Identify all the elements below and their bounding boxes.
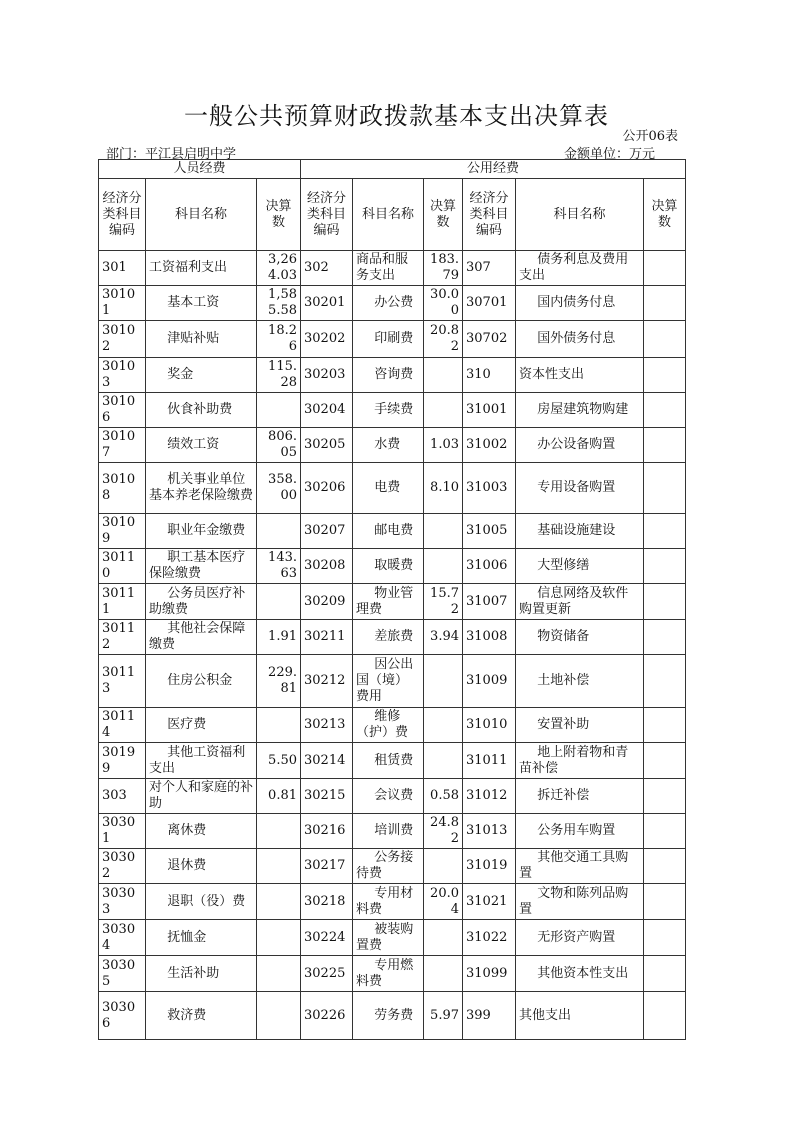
goods-code-cell: 30208 bbox=[301, 549, 353, 584]
goods-amount-cell: 24.82 bbox=[424, 814, 463, 849]
personnel-amount-cell bbox=[257, 992, 301, 1040]
goods-amount-cell: 20.82 bbox=[424, 321, 463, 358]
personnel-amount-cell: 358.00 bbox=[257, 463, 301, 514]
goods-name-cell: 印刷费 bbox=[353, 321, 424, 358]
goods-code-cell: 30226 bbox=[301, 992, 353, 1040]
capital-amount-cell bbox=[644, 920, 686, 956]
goods-name-cell: 因公出国（境）费用 bbox=[353, 655, 424, 708]
goods-amount-cell bbox=[424, 393, 463, 428]
page-title: 一般公共预算财政拨款基本支出决算表 bbox=[184, 102, 609, 130]
capital-code-cell: 31002 bbox=[463, 428, 516, 463]
capital-code-cell: 31099 bbox=[463, 956, 516, 992]
goods-amount-cell bbox=[424, 920, 463, 956]
column-header: 经济分类科目编码 bbox=[463, 179, 516, 251]
personnel-code-cell: 30112 bbox=[99, 620, 146, 655]
personnel-amount-cell: 143.63 bbox=[257, 549, 301, 584]
table-row bbox=[99, 620, 686, 655]
table-row bbox=[99, 655, 686, 708]
goods-name-cell: 专用燃料费 bbox=[353, 956, 424, 992]
goods-amount-cell bbox=[424, 514, 463, 549]
capital-amount-cell bbox=[644, 514, 686, 549]
goods-name-cell: 办公费 bbox=[353, 286, 424, 321]
capital-code-cell: 31009 bbox=[463, 655, 516, 708]
capital-name-cell: 大型修缮 bbox=[516, 549, 644, 584]
personnel-name-cell: 离休费 bbox=[146, 814, 257, 849]
capital-name-cell: 基础设施建设 bbox=[516, 514, 644, 549]
goods-code-cell: 30201 bbox=[301, 286, 353, 321]
goods-name-cell: 专用材料费 bbox=[353, 884, 424, 920]
personnel-name-cell: 职业年金缴费 bbox=[146, 514, 257, 549]
personnel-amount-cell bbox=[257, 956, 301, 992]
goods-code-cell: 302 bbox=[301, 251, 353, 286]
goods-code-cell: 30206 bbox=[301, 463, 353, 514]
capital-code-cell: 399 bbox=[463, 992, 516, 1040]
capital-code-cell: 310 bbox=[463, 358, 516, 393]
goods-amount-cell bbox=[424, 708, 463, 743]
capital-name-cell: 地上附着物和青苗补偿 bbox=[516, 743, 644, 779]
column-header: 科目名称 bbox=[146, 179, 257, 251]
goods-code-cell: 30205 bbox=[301, 428, 353, 463]
personnel-code-cell: 303 bbox=[99, 779, 146, 814]
capital-name-cell: 资本性支出 bbox=[516, 358, 644, 393]
personnel-amount-cell: 1,585.58 bbox=[257, 286, 301, 321]
capital-code-cell: 31021 bbox=[463, 884, 516, 920]
capital-amount-cell bbox=[644, 849, 686, 884]
capital-name-cell: 专用设备购置 bbox=[516, 463, 644, 514]
goods-name-cell: 咨询费 bbox=[353, 358, 424, 393]
personnel-code-cell: 30199 bbox=[99, 743, 146, 779]
personnel-name-cell: 退休费 bbox=[146, 849, 257, 884]
personnel-code-cell: 30304 bbox=[99, 920, 146, 956]
personnel-code-cell: 30111 bbox=[99, 584, 146, 620]
goods-amount-cell bbox=[424, 743, 463, 779]
personnel-code-cell: 30103 bbox=[99, 358, 146, 393]
personnel-code-cell: 30108 bbox=[99, 463, 146, 514]
goods-code-cell: 30214 bbox=[301, 743, 353, 779]
goods-name-cell: 维修（护）费 bbox=[353, 708, 424, 743]
table-row bbox=[99, 428, 686, 463]
personnel-amount-cell bbox=[257, 920, 301, 956]
personnel-amount-cell: 18.26 bbox=[257, 321, 301, 358]
personnel-amount-cell: 3,264.03 bbox=[257, 251, 301, 286]
personnel-code-cell: 30303 bbox=[99, 884, 146, 920]
personnel-name-cell: 医疗费 bbox=[146, 708, 257, 743]
capital-amount-cell bbox=[644, 814, 686, 849]
amount-unit-label: 金额单位：万元 bbox=[564, 147, 656, 162]
goods-amount-cell: 5.97 bbox=[424, 992, 463, 1040]
capital-name-cell: 信息网络及软件购置更新 bbox=[516, 584, 644, 620]
form-number: 公开06表 bbox=[622, 129, 678, 144]
goods-amount-cell: 20.04 bbox=[424, 884, 463, 920]
personnel-name-cell: 职工基本医疗保险缴费 bbox=[146, 549, 257, 584]
personnel-code-cell: 30306 bbox=[99, 992, 146, 1040]
capital-amount-cell bbox=[644, 463, 686, 514]
capital-code-cell: 31005 bbox=[463, 514, 516, 549]
personnel-amount-cell: 0.81 bbox=[257, 779, 301, 814]
personnel-amount-cell: 229.81 bbox=[257, 655, 301, 708]
goods-code-cell: 30213 bbox=[301, 708, 353, 743]
capital-code-cell: 31006 bbox=[463, 549, 516, 584]
personnel-name-cell: 生活补助 bbox=[146, 956, 257, 992]
capital-name-cell: 国内债务付息 bbox=[516, 286, 644, 321]
table-row bbox=[99, 743, 686, 779]
group-header-personnel: 人员经费 bbox=[99, 160, 301, 179]
capital-code-cell: 31008 bbox=[463, 620, 516, 655]
table-row bbox=[99, 956, 686, 992]
table-row bbox=[99, 463, 686, 514]
personnel-name-cell: 津贴补贴 bbox=[146, 321, 257, 358]
capital-name-cell: 房屋建筑物购建 bbox=[516, 393, 644, 428]
personnel-name-cell: 公务员医疗补助缴费 bbox=[146, 584, 257, 620]
goods-name-cell: 电费 bbox=[353, 463, 424, 514]
capital-name-cell: 其他交通工具购置 bbox=[516, 849, 644, 884]
personnel-amount-cell bbox=[257, 393, 301, 428]
department-label: 部门：平江县启明中学 bbox=[106, 147, 237, 162]
capital-amount-cell bbox=[644, 743, 686, 779]
goods-code-cell: 30211 bbox=[301, 620, 353, 655]
goods-amount-cell: 30.00 bbox=[424, 286, 463, 321]
capital-name-cell: 土地补偿 bbox=[516, 655, 644, 708]
goods-amount-cell: 0.58 bbox=[424, 779, 463, 814]
goods-amount-cell bbox=[424, 358, 463, 393]
personnel-amount-cell bbox=[257, 514, 301, 549]
table-row bbox=[99, 358, 686, 393]
personnel-code-cell: 30107 bbox=[99, 428, 146, 463]
goods-amount-cell bbox=[424, 549, 463, 584]
capital-amount-cell bbox=[644, 655, 686, 708]
goods-name-cell: 取暖费 bbox=[353, 549, 424, 584]
personnel-code-cell: 30109 bbox=[99, 514, 146, 549]
goods-code-cell: 30209 bbox=[301, 584, 353, 620]
capital-amount-cell bbox=[644, 393, 686, 428]
goods-amount-cell bbox=[424, 956, 463, 992]
personnel-name-cell: 基本工资 bbox=[146, 286, 257, 321]
goods-amount-cell: 1.03 bbox=[424, 428, 463, 463]
column-header: 决算数 bbox=[644, 179, 686, 251]
table-row bbox=[99, 814, 686, 849]
capital-code-cell: 31011 bbox=[463, 743, 516, 779]
personnel-amount-cell bbox=[257, 849, 301, 884]
column-header: 决算数 bbox=[424, 179, 463, 251]
table-row bbox=[99, 849, 686, 884]
capital-amount-cell bbox=[644, 620, 686, 655]
goods-amount-cell: 3.94 bbox=[424, 620, 463, 655]
personnel-code-cell: 30101 bbox=[99, 286, 146, 321]
goods-code-cell: 30218 bbox=[301, 884, 353, 920]
personnel-amount-cell: 806.05 bbox=[257, 428, 301, 463]
goods-amount-cell bbox=[424, 655, 463, 708]
capital-code-cell: 31013 bbox=[463, 814, 516, 849]
capital-name-cell: 物资储备 bbox=[516, 620, 644, 655]
capital-amount-cell bbox=[644, 358, 686, 393]
personnel-name-cell: 奖金 bbox=[146, 358, 257, 393]
goods-code-cell: 30203 bbox=[301, 358, 353, 393]
goods-amount-cell bbox=[424, 849, 463, 884]
column-header: 科目名称 bbox=[353, 179, 424, 251]
table-row bbox=[99, 920, 686, 956]
goods-name-cell: 公务接待费 bbox=[353, 849, 424, 884]
capital-code-cell: 30701 bbox=[463, 286, 516, 321]
personnel-code-cell: 301 bbox=[99, 251, 146, 286]
table-row bbox=[99, 779, 686, 814]
personnel-code-cell: 30301 bbox=[99, 814, 146, 849]
personnel-amount-cell bbox=[257, 884, 301, 920]
personnel-name-cell: 退职（役）费 bbox=[146, 884, 257, 920]
personnel-name-cell: 其他社会保障缴费 bbox=[146, 620, 257, 655]
personnel-name-cell: 对个人和家庭的补助 bbox=[146, 779, 257, 814]
capital-amount-cell bbox=[644, 779, 686, 814]
personnel-code-cell: 30302 bbox=[99, 849, 146, 884]
table-row bbox=[99, 321, 686, 358]
personnel-code-cell: 30110 bbox=[99, 549, 146, 584]
goods-code-cell: 30212 bbox=[301, 655, 353, 708]
goods-name-cell: 培训费 bbox=[353, 814, 424, 849]
capital-amount-cell bbox=[644, 321, 686, 358]
capital-code-cell: 31001 bbox=[463, 393, 516, 428]
capital-code-cell: 31012 bbox=[463, 779, 516, 814]
capital-code-cell: 307 bbox=[463, 251, 516, 286]
goods-name-cell: 差旅费 bbox=[353, 620, 424, 655]
personnel-name-cell: 绩效工资 bbox=[146, 428, 257, 463]
goods-name-cell: 会议费 bbox=[353, 779, 424, 814]
column-header: 科目名称 bbox=[516, 179, 644, 251]
goods-name-cell: 物业管理费 bbox=[353, 584, 424, 620]
personnel-name-cell: 住房公积金 bbox=[146, 655, 257, 708]
goods-code-cell: 30215 bbox=[301, 779, 353, 814]
goods-name-cell: 水费 bbox=[353, 428, 424, 463]
capital-name-cell: 无形资产购置 bbox=[516, 920, 644, 956]
personnel-name-cell: 机关事业单位基本养老保险缴费 bbox=[146, 463, 257, 514]
capital-amount-cell bbox=[644, 708, 686, 743]
table-row bbox=[99, 514, 686, 549]
personnel-code-cell: 30305 bbox=[99, 956, 146, 992]
personnel-name-cell: 其他工资福利支出 bbox=[146, 743, 257, 779]
personnel-name-cell: 抚恤金 bbox=[146, 920, 257, 956]
group-header-public: 公用经费 bbox=[301, 160, 686, 179]
table-row bbox=[99, 584, 686, 620]
personnel-amount-cell bbox=[257, 708, 301, 743]
column-header: 决算数 bbox=[257, 179, 301, 251]
capital-name-cell: 文物和陈列品购置 bbox=[516, 884, 644, 920]
goods-code-cell: 30207 bbox=[301, 514, 353, 549]
capital-code-cell: 30702 bbox=[463, 321, 516, 358]
personnel-name-cell: 救济费 bbox=[146, 992, 257, 1040]
goods-name-cell: 邮电费 bbox=[353, 514, 424, 549]
capital-code-cell: 31003 bbox=[463, 463, 516, 514]
capital-code-cell: 31022 bbox=[463, 920, 516, 956]
capital-name-cell: 其他资本性支出 bbox=[516, 956, 644, 992]
goods-code-cell: 30202 bbox=[301, 321, 353, 358]
personnel-amount-cell: 1.91 bbox=[257, 620, 301, 655]
goods-amount-cell: 15.72 bbox=[424, 584, 463, 620]
capital-name-cell: 办公设备购置 bbox=[516, 428, 644, 463]
expenditure-table bbox=[98, 159, 686, 1040]
capital-amount-cell bbox=[644, 992, 686, 1040]
table-row bbox=[99, 286, 686, 321]
column-header: 经济分类科目编码 bbox=[99, 179, 146, 251]
table-row bbox=[99, 708, 686, 743]
goods-code-cell: 30217 bbox=[301, 849, 353, 884]
capital-amount-cell bbox=[644, 884, 686, 920]
capital-name-cell: 其他支出 bbox=[516, 992, 644, 1040]
table-row bbox=[99, 992, 686, 1040]
goods-code-cell: 30204 bbox=[301, 393, 353, 428]
column-header: 经济分类科目编码 bbox=[301, 179, 353, 251]
goods-name-cell: 劳务费 bbox=[353, 992, 424, 1040]
goods-code-cell: 30225 bbox=[301, 956, 353, 992]
capital-name-cell: 拆迁补偿 bbox=[516, 779, 644, 814]
capital-name-cell: 公务用车购置 bbox=[516, 814, 644, 849]
personnel-amount-cell bbox=[257, 584, 301, 620]
capital-amount-cell bbox=[644, 584, 686, 620]
personnel-amount-cell: 115.28 bbox=[257, 358, 301, 393]
goods-name-cell: 手续费 bbox=[353, 393, 424, 428]
capital-code-cell: 31019 bbox=[463, 849, 516, 884]
goods-code-cell: 30216 bbox=[301, 814, 353, 849]
capital-amount-cell bbox=[644, 286, 686, 321]
personnel-code-cell: 30113 bbox=[99, 655, 146, 708]
capital-amount-cell bbox=[644, 428, 686, 463]
goods-amount-cell: 183.79 bbox=[424, 251, 463, 286]
goods-amount-cell: 8.10 bbox=[424, 463, 463, 514]
personnel-code-cell: 30114 bbox=[99, 708, 146, 743]
goods-code-cell: 30224 bbox=[301, 920, 353, 956]
personnel-code-cell: 30102 bbox=[99, 321, 146, 358]
table-row bbox=[99, 549, 686, 584]
table-row bbox=[99, 884, 686, 920]
table-row bbox=[99, 393, 686, 428]
capital-amount-cell bbox=[644, 549, 686, 584]
capital-name-cell: 国外债务付息 bbox=[516, 321, 644, 358]
capital-code-cell: 31007 bbox=[463, 584, 516, 620]
capital-amount-cell bbox=[644, 251, 686, 286]
personnel-code-cell: 30106 bbox=[99, 393, 146, 428]
capital-name-cell: 债务利息及费用支出 bbox=[516, 251, 644, 286]
personnel-name-cell: 工资福利支出 bbox=[146, 251, 257, 286]
capital-name-cell: 安置补助 bbox=[516, 708, 644, 743]
goods-name-cell: 被装购置费 bbox=[353, 920, 424, 956]
goods-name-cell: 租赁费 bbox=[353, 743, 424, 779]
personnel-amount-cell: 5.50 bbox=[257, 743, 301, 779]
goods-name-cell: 商品和服务支出 bbox=[353, 251, 424, 286]
capital-amount-cell bbox=[644, 956, 686, 992]
personnel-amount-cell bbox=[257, 814, 301, 849]
capital-code-cell: 31010 bbox=[463, 708, 516, 743]
table-row bbox=[99, 251, 686, 286]
personnel-name-cell: 伙食补助费 bbox=[146, 393, 257, 428]
